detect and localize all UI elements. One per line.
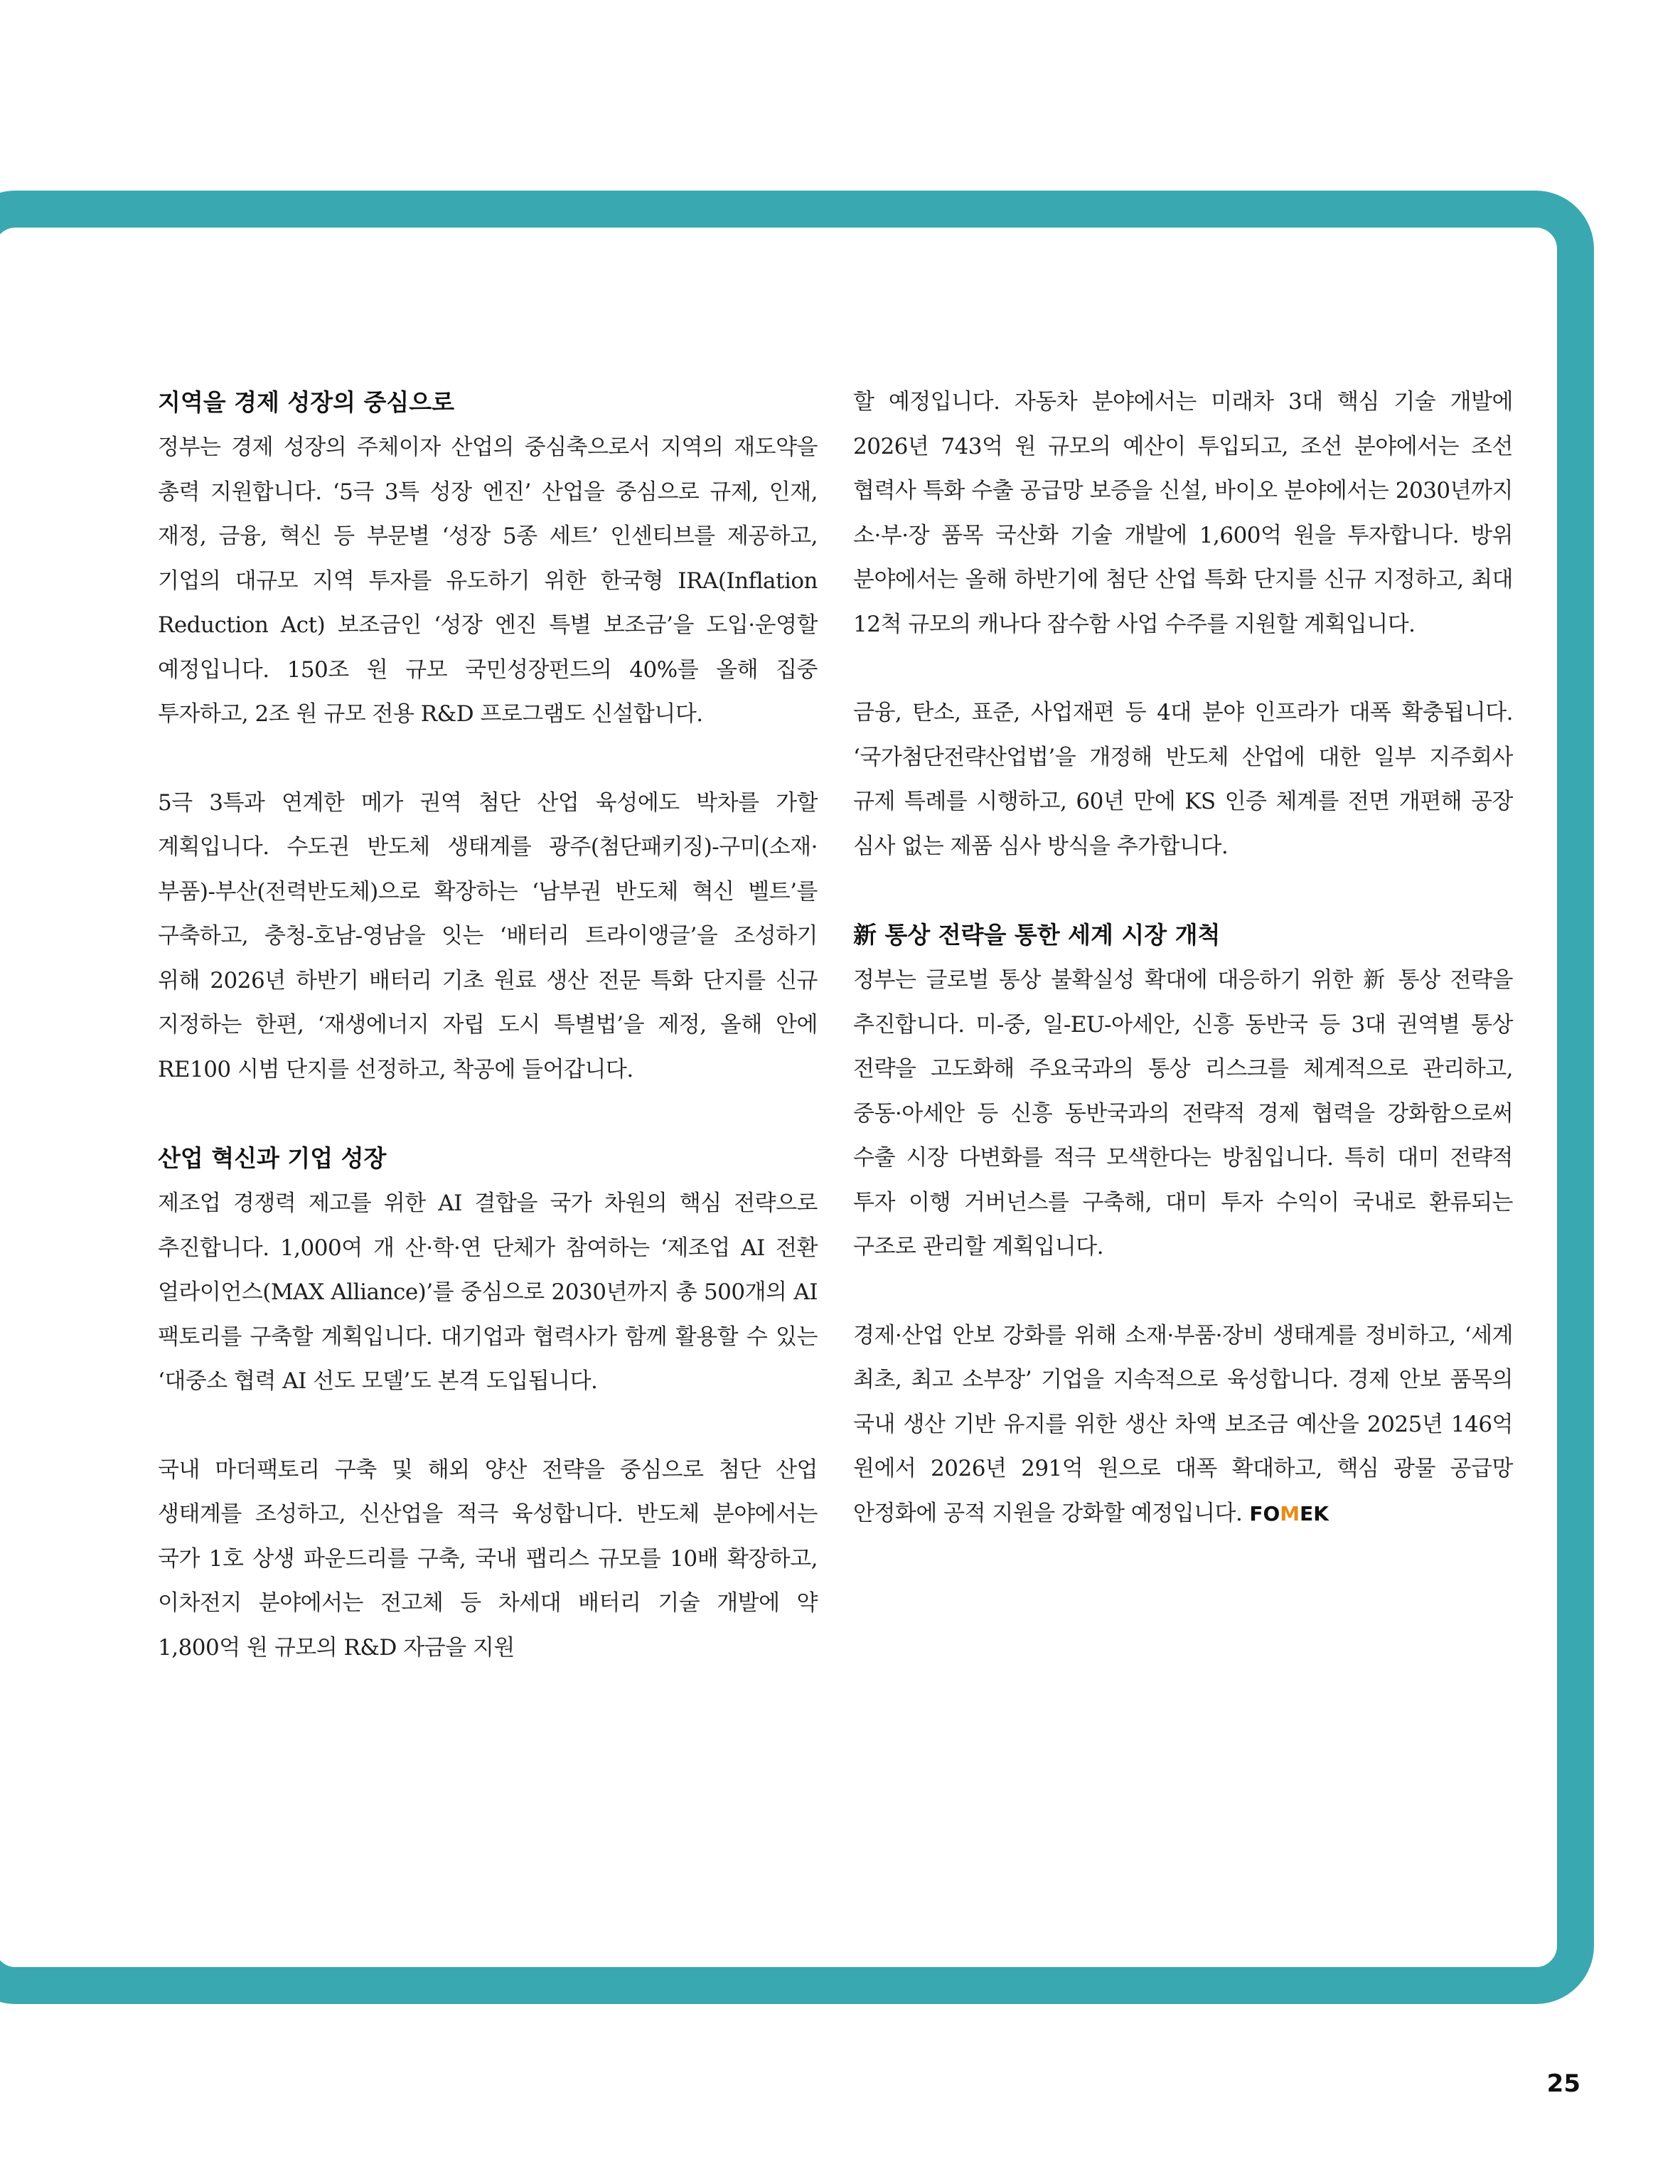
paragraph-industry-2: 국내 마더팩토리 구축 및 해외 양산 전략을 중심으로 첨단 산업 생태계를 조성하고, 신산업을 적극 육성합니다. 반도체 분야에서는 국가 1호 상생 파운드리를 구축, 국내 팹리스 규모를 10배 확장하고, 이차전지 분야에서는 전고체 등 차세대 배터리 기술 개발에 약 1,800억 원 규모의 R&D 자금을 지원: [158, 1456, 818, 1661]
paragraph-continuation: 할 예정입니다. 자동차 분야에서는 미래차 3대 핵심 기술 개발에 2026년 743억 원 규모의 예산이 투입되고, 조선 분야에서는 조선 협력사 특화 수출 공급망 보증을 신설, 바이오 분야에서는 2030년까지 소·부·장 품목 국산화 기술 개발에 1,600억 원을 투자합니다. 방위 분야에서는 올해 하반기에 첨단 산업 특화 단지를 신규 지정하고, 최대 12척 규모의 캐나다 잠수함 사업 수주를 지원할 계획입니다.: [853, 389, 1513, 637]
section-heading-industry: 산업 혁신과 기업 성장: [158, 1144, 387, 1172]
page-number: 25: [1546, 2070, 1580, 2098]
paragraph-trade-2-text: 경제·산업 안보 강화를 위해 소재·부품·장비 생태계를 정비하고, ‘세계 최초, 최고 소부장’ 기업을 지속적으로 육성합니다. 경제 안보 품목의 국내 생산 기반 유지를 위한 생산 차액 보조금 예산을 2025년 146억 원에서 2026년 291억 원으로 대폭 확대하고, 핵심 광물 공급망 안정화에 공적 지원을 강화할 예정입니다.: [853, 1322, 1513, 1526]
paragraph-industry-1: 제조업 경쟁력 제고를 위한 AI 결합을 국가 차원의 핵심 전략으로 추진합니다. 1,000여 개 산·학·연 단체가 참여하는 ‘제조업 AI 전환 얼라이언스(MAX Alliance)’를 중심으로 2030년까지 총 500개의 AI 팩토리를 구축할 계획입니다. 대기업과 협력사가 함께 활용할 수 있는 ‘대중소 협력 AI 선도 모델’도 본격 도입됩니다.: [158, 1190, 818, 1394]
right-column: [853, 380, 1513, 1536]
paragraph-infra: 금융, 탄소, 표준, 사업재편 등 4대 분야 인프라가 대폭 확충됩니다. ‘국가첨단전략산업법’을 개정해 반도체 산업에 대한 일부 지주회사 규제 특례를 시행하고, 60년 만에 KS 인증 체계를 전면 개편해 공장 심사 없는 제품 심사 방식을 추가합니다.: [853, 700, 1513, 859]
paragraph-regional-2: 5극 3특과 연계한 메가 권역 첨단 산업 육성에도 박차를 가할 계획입니다. 수도권 반도체 생태계를 광주(첨단패키징)-구미(소재·부품)-부산(전력반도체)으로 확장하는 ‘남부권 반도체 혁신 벨트’를 구축하고, 충청-호남-영남을 잇는 ‘배터리 트라이앵글’을 조성하기 위해 2026년 하반기 배터리 기초 원료 생산 전문 특화 단지를 신규 지정하는 한편, ‘재생에너지 자립 도시 특별법’을 제정, 올해 안에 RE100 시범 단지를 선정하고, 착공에 들어갑니다.: [158, 789, 818, 1082]
paragraph-trade-2: [853, 1314, 1513, 1537]
fomek-logo: FOMEK: [1249, 1501, 1329, 1525]
paragraph-trade-1: 정부는 글로벌 통상 불확실성 확대에 대응하기 위한 新 통상 전략을 추진합니다. 미-중, 일-EU-아세안, 신흥 동반국 등 3대 권역별 통상 전략을 고도화해 주요국과의 통상 리스크를 체계적으로 관리하고, 중동·아세안 등 신흥 동반국과의 전략적 경제 협력을 강화함으로써 수출 시장 다변화를 적극 모색한다는 방침입니다. 특히 대미 전략적 투자 이행 거버넌스를 구축해, 대미 투자 수익이 국내로 환류되는 구조로 관리할 계획입니다.: [853, 967, 1513, 1259]
paragraph-regional-1: 정부는 경제 성장의 주체이자 산업의 중심축으로서 지역의 재도약을 총력 지원합니다. ‘5극 3특 성장 엔진’ 산업을 중심으로 규제, 인재, 재정, 금융, 혁신 등 부문별 ‘성장 5종 세트’ 인센티브를 제공하고, 기업의 대규모 지역 투자를 유도하기 위한 한국형 IRA(Inflation Reduction Act) 보조금인 ‘성장 엔진 특별 보조금’을 도입·운영할 예정입니다. 150조 원 규모 국민성장펀드의 40%를 올해 집중 투자하고, 2조 원 규모 전용 R&D 프로그램도 신설합니다.: [158, 435, 818, 727]
section-heading-regional: 지역을 경제 성장의 중심으로: [158, 388, 455, 416]
section-heading-trade: 新 통상 전략을 통한 세계 시장 개척: [853, 921, 1221, 949]
left-column: [158, 380, 818, 1670]
